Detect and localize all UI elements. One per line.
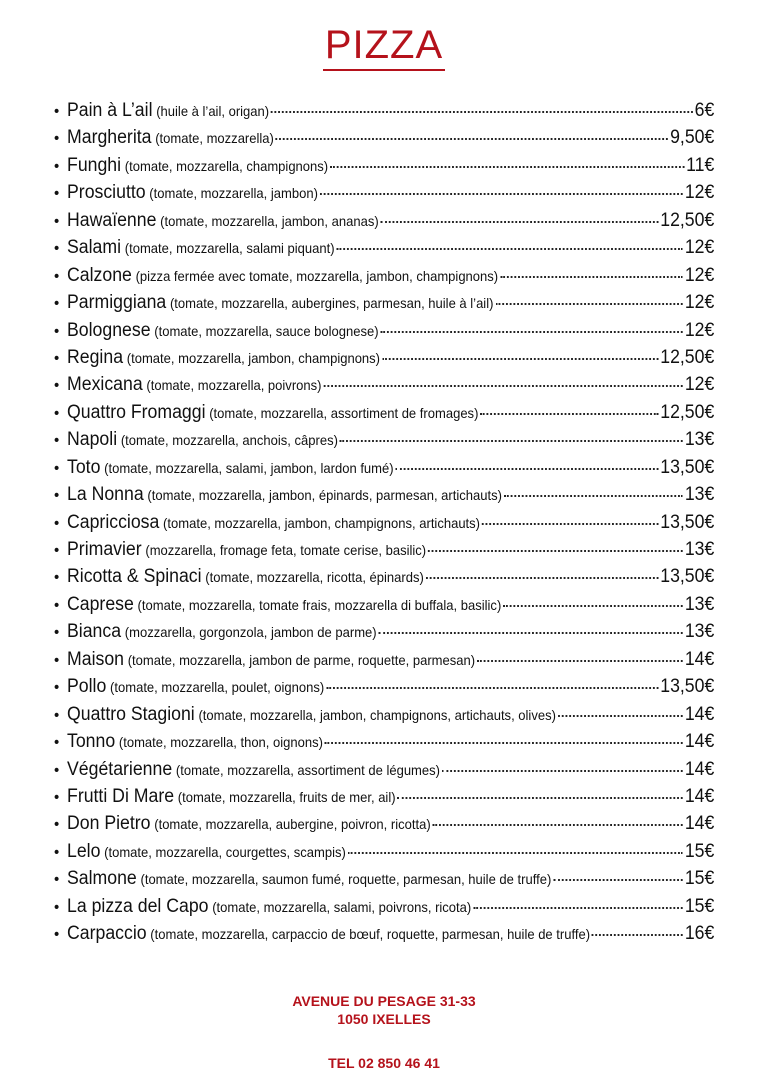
- pizza-price: 11€: [686, 154, 715, 176]
- pizza-ingredients: (tomate, mozzarella, jambon, épinards, parmesan, artichauts): [147, 487, 502, 504]
- dot-leader: [320, 193, 683, 195]
- pizza-name: Regina: [67, 346, 124, 368]
- pizza-ingredients: (tomate, mozzarella, jambon, champignons, artichauts): [163, 514, 481, 531]
- menu-item: [54, 731, 714, 758]
- dot-leader: [276, 138, 668, 140]
- dot-leader: [473, 907, 683, 909]
- pizza-ingredients: (tomate, mozzarella, assortiment de légumes): [175, 761, 440, 778]
- menu-item: [54, 539, 714, 566]
- dot-leader: [397, 797, 683, 799]
- pizza-ingredients: (tomate, mozzarella, fruits de mer, ail): [177, 788, 396, 805]
- menu-item: [54, 100, 714, 127]
- pizza-name: Napoli: [67, 429, 118, 451]
- pizza-ingredients: (tomate, mozzarella, thon, oignons): [118, 734, 323, 751]
- pizza-name: Primavier: [67, 539, 142, 560]
- bullet-icon: •: [54, 103, 60, 120]
- menu-item: [54, 127, 714, 154]
- pizza-price: 13€: [684, 621, 715, 643]
- pizza-name: Frutti Di Mare: [67, 785, 175, 807]
- pizza-name: Pollo: [67, 676, 107, 698]
- menu-item: [54, 402, 714, 429]
- bullet-icon: •: [54, 926, 60, 944]
- dot-leader: [271, 111, 693, 113]
- pizza-price: 9,50€: [670, 127, 715, 149]
- pizza-ingredients: (tomate, mozzarella, salami, poivrons, ricota): [212, 898, 472, 915]
- pizza-price: 13,50€: [660, 676, 715, 698]
- pizza-price: 12€: [684, 182, 715, 204]
- pizza-ingredients: (tomate, mozzarella, aubergine, poivron, ricotta): [154, 816, 431, 833]
- pizza-price: 14€: [684, 648, 715, 670]
- menu-item: [54, 347, 714, 374]
- dot-leader: [426, 577, 659, 579]
- pizza-ingredients: (tomate, mozzarella, saumon fumé, roquette, parmesan, huile de truffe): [140, 871, 552, 888]
- menu-item: [54, 896, 714, 923]
- pizza-ingredients: (tomate, mozzarella, sauce bolognese): [154, 322, 379, 339]
- bullet-icon: •: [54, 212, 60, 230]
- dot-leader: [482, 523, 658, 525]
- pizza-ingredients: (mozzarella, gorgonzola, jambon de parme): [124, 624, 377, 641]
- pizza-ingredients: (tomate, mozzarella, salami piquant): [124, 240, 335, 257]
- pizza-price: 16€: [684, 923, 715, 945]
- menu-item: [54, 512, 714, 539]
- bullet-icon: •: [54, 432, 60, 450]
- dot-leader: [477, 660, 683, 662]
- pizza-name: Quattro Fromaggi: [67, 401, 206, 423]
- pizza-name: Calzone: [67, 264, 132, 286]
- page-title: [0, 22, 768, 71]
- menu-item: [54, 182, 714, 209]
- pizza-ingredients: (pizza fermée avec tomate, mozzarella, jambon, champignons): [135, 267, 499, 284]
- pizza-price: 12€: [684, 237, 715, 259]
- pizza-name: Capricciosa: [67, 511, 160, 533]
- pizza-name: Parmiggiana: [67, 292, 167, 314]
- footer-phone: TEL 02 850 46 41: [328, 1055, 440, 1071]
- pizza-name: Quattro Stagioni: [67, 703, 195, 725]
- page-title-text: PIZZA: [323, 22, 445, 71]
- bullet-icon: •: [54, 788, 60, 806]
- pizza-price: 15€: [684, 840, 715, 862]
- bullet-icon: •: [54, 542, 60, 559]
- bullet-icon: •: [54, 514, 60, 532]
- pizza-ingredients: (tomate, mozzarella, carpaccio de bœuf, roquette, parmesan, huile de truffe): [150, 926, 591, 943]
- dot-leader: [495, 303, 683, 305]
- pizza-name: Prosciutto: [67, 182, 146, 204]
- menu-item: [54, 649, 714, 676]
- bullet-icon: •: [54, 377, 60, 395]
- dot-leader: [326, 687, 658, 689]
- bullet-icon: •: [54, 761, 60, 779]
- pizza-price: 13€: [684, 593, 715, 615]
- pizza-price: 12€: [684, 374, 715, 396]
- bullet-icon: •: [54, 734, 60, 752]
- dot-leader: [558, 715, 683, 717]
- menu-item: [54, 676, 714, 703]
- menu-item: [54, 484, 714, 511]
- menu-item: [54, 621, 714, 648]
- pizza-ingredients: (tomate, mozzarella, assortiment de fromages): [209, 404, 479, 421]
- pizza-name: Salami: [67, 237, 122, 259]
- menu-item: [54, 292, 714, 319]
- pizza-name: Lelo: [67, 840, 101, 862]
- pizza-ingredients: (tomate, mozzarella, jambon, champignons): [126, 349, 381, 366]
- pizza-ingredients: (tomate, mozzarella, jambon): [149, 185, 318, 202]
- address-street: AVENUE DU PESAGE 31-33: [292, 993, 476, 1009]
- pizza-name: Ricotta & Spinaci: [67, 566, 202, 588]
- menu-item: [54, 210, 714, 237]
- dot-leader: [592, 934, 683, 936]
- pizza-price: 15€: [684, 868, 715, 890]
- pizza-name: Caprese: [67, 593, 134, 615]
- bullet-icon: •: [54, 267, 60, 285]
- pizza-price: 13€: [684, 429, 715, 451]
- menu-item: [54, 923, 714, 950]
- pizza-ingredients: (tomate, mozzarella, poulet, oignons): [110, 679, 325, 696]
- pizza-name: Toto: [67, 456, 101, 478]
- dot-leader: [348, 852, 683, 854]
- pizza-name: Don Pietro: [67, 813, 151, 835]
- bullet-icon: •: [54, 130, 60, 148]
- pizza-price: 13,50€: [660, 566, 715, 588]
- pizza-ingredients: (tomate, mozzarella, aubergines, parmesan, huile à l’ail): [169, 295, 494, 312]
- address-city: 1050 IXELLES: [337, 1011, 431, 1027]
- dot-leader: [553, 879, 683, 881]
- pizza-price: 13€: [684, 539, 715, 560]
- pizza-ingredients: (mozzarella, fromage feta, tomate cerise, basilic): [145, 542, 427, 558]
- bullet-icon: •: [54, 651, 60, 669]
- pizza-price: 12,50€: [660, 209, 715, 231]
- dot-leader: [433, 824, 683, 826]
- pizza-price: 12,50€: [660, 346, 715, 368]
- dot-leader: [504, 495, 683, 497]
- pizza-ingredients: (tomate, mozzarella, salami, jambon, lardon fumé): [104, 459, 394, 476]
- pizza-ingredients: (tomate, mozzarella, jambon de parme, roquette, parmesan): [127, 651, 476, 668]
- dot-leader: [503, 605, 683, 607]
- dot-leader: [323, 385, 683, 387]
- pizza-ingredients: (tomate, mozzarella, tomate frais, mozzarella di buffala, basilic): [137, 596, 502, 613]
- bullet-icon: •: [54, 240, 60, 258]
- menu-item: [54, 429, 714, 456]
- dot-leader: [428, 550, 683, 552]
- pizza-name: Pain à L’ail: [67, 100, 153, 121]
- pizza-ingredients: (tomate, mozzarella, jambon, champignons, artichauts, olives): [198, 706, 556, 723]
- pizza-name: La Nonna: [67, 484, 144, 506]
- bullet-icon: •: [54, 843, 60, 861]
- pizza-name: Mexicana: [67, 374, 143, 396]
- dot-leader: [378, 632, 682, 634]
- menu-item: [54, 594, 714, 621]
- bullet-icon: •: [54, 404, 60, 422]
- pizza-price: 12€: [684, 264, 715, 286]
- bullet-icon: •: [54, 322, 60, 340]
- dot-leader: [395, 468, 658, 470]
- pizza-ingredients: (tomate, mozzarella, jambon, ananas): [160, 212, 379, 229]
- menu-item: [54, 759, 714, 786]
- pizza-price: 14€: [684, 813, 715, 835]
- bullet-icon: •: [54, 569, 60, 587]
- pizza-price: 14€: [684, 731, 715, 753]
- pizza-price: 12,50€: [660, 401, 715, 423]
- bullet-icon: •: [54, 596, 60, 614]
- menu-item: [54, 320, 714, 347]
- pizza-price: 12€: [684, 292, 715, 314]
- pizza-price: 6€: [694, 100, 715, 121]
- bullet-icon: •: [54, 185, 60, 203]
- pizza-name: Bianca: [67, 621, 122, 643]
- pizza-name: Hawaïenne: [67, 209, 157, 231]
- menu-item: [54, 237, 714, 264]
- pizza-ingredients: (tomate, mozzarella): [155, 130, 274, 147]
- menu-item: [54, 704, 714, 731]
- pizza-price: 13,50€: [660, 456, 715, 478]
- bullet-icon: •: [54, 295, 60, 313]
- pizza-ingredients: (tomate, mozzarella, anchois, câpres): [120, 432, 338, 449]
- pizza-price: 15€: [684, 895, 715, 917]
- pizza-name: La pizza del Capo: [67, 895, 209, 917]
- bullet-icon: •: [54, 349, 60, 367]
- pizza-name: Funghi: [67, 154, 122, 176]
- pizza-ingredients: (tomate, mozzarella, courgettes, scampis): [104, 843, 346, 860]
- footer-address: [0, 992, 768, 1028]
- bullet-icon: •: [54, 459, 60, 477]
- dot-leader: [325, 742, 683, 744]
- pizza-ingredients: (tomate, mozzarella, ricotta, épinards): [205, 569, 424, 586]
- pizza-ingredients: (huile à l’ail, origan): [156, 103, 270, 119]
- pizza-price: 13€: [684, 484, 715, 506]
- pizza-name: Bolognese: [67, 319, 151, 341]
- pizza-ingredients: (tomate, mozzarella, poivrons): [146, 377, 322, 394]
- bullet-icon: •: [54, 487, 60, 505]
- dot-leader: [381, 221, 659, 223]
- bullet-icon: •: [54, 157, 60, 175]
- dot-leader: [336, 248, 682, 250]
- dot-leader: [382, 358, 659, 360]
- dot-leader: [340, 440, 683, 442]
- dot-leader: [500, 276, 683, 278]
- pizza-price: 13,50€: [660, 511, 715, 533]
- menu-item: [54, 265, 714, 292]
- pizza-price: 14€: [684, 758, 715, 780]
- menu-item: [54, 786, 714, 813]
- menu-item: [54, 374, 714, 401]
- pizza-name: Maison: [67, 648, 124, 670]
- bullet-icon: •: [54, 624, 60, 642]
- pizza-name: Végétarienne: [67, 758, 173, 780]
- menu-item: [54, 813, 714, 840]
- pizza-price: 14€: [684, 785, 715, 807]
- bullet-icon: •: [54, 816, 60, 834]
- pizza-ingredients: (tomate, mozzarella, champignons): [124, 157, 329, 174]
- menu-item: [54, 155, 714, 182]
- pizza-menu-list: [54, 100, 714, 951]
- bullet-icon: •: [54, 706, 60, 724]
- dot-leader: [380, 331, 682, 333]
- dot-leader: [480, 413, 658, 415]
- menu-item: [54, 868, 714, 895]
- pizza-price: 14€: [684, 703, 715, 725]
- bullet-icon: •: [54, 871, 60, 889]
- bullet-icon: •: [54, 679, 60, 697]
- menu-item: [54, 457, 714, 484]
- menu-item: [54, 841, 714, 868]
- dot-leader: [442, 770, 683, 772]
- pizza-name: Margherita: [67, 127, 152, 149]
- dot-leader: [330, 166, 684, 168]
- pizza-name: Tonno: [67, 731, 116, 753]
- pizza-price: 12€: [684, 319, 715, 341]
- pizza-name: Salmone: [67, 868, 137, 890]
- pizza-name: Carpaccio: [67, 923, 147, 945]
- bullet-icon: •: [54, 898, 60, 916]
- menu-item: [54, 566, 714, 593]
